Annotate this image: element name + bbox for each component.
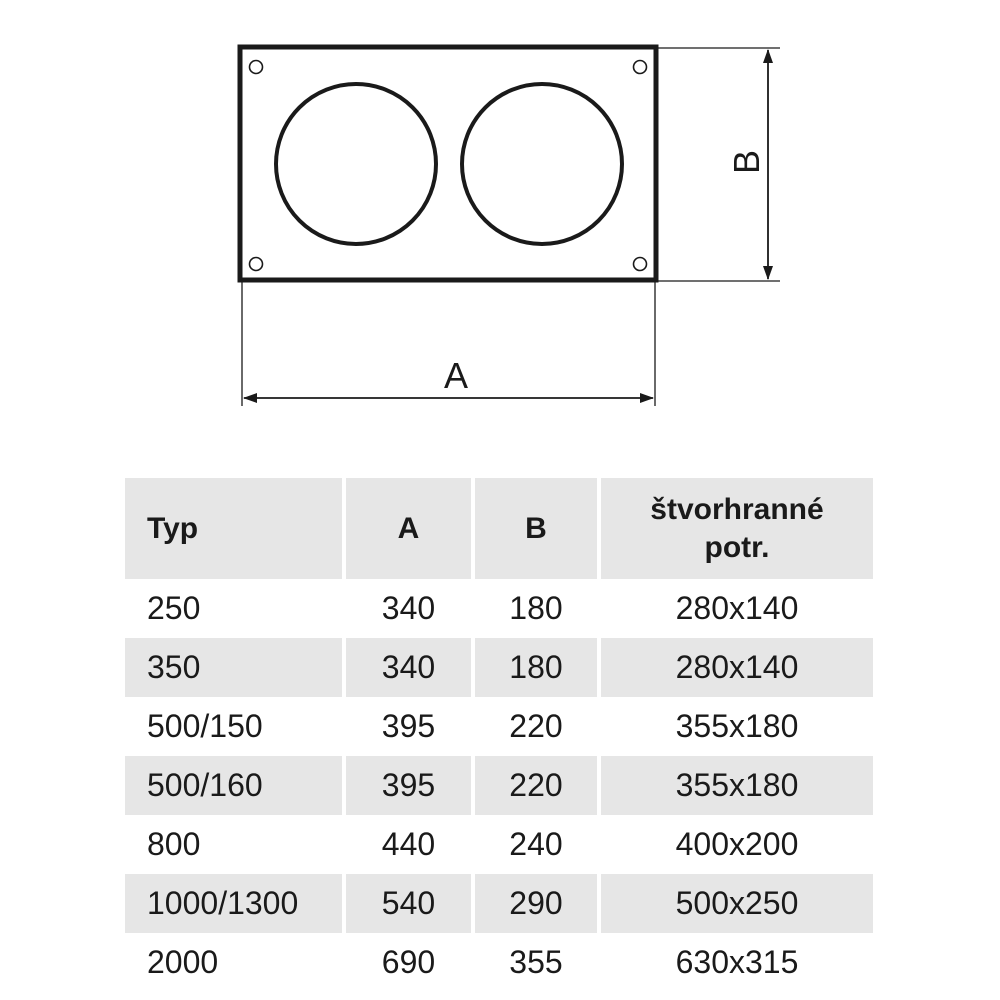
cell-a: 340: [346, 638, 471, 697]
header-square-pipe-line1: štvorhranné: [650, 492, 824, 526]
table-row: [125, 874, 873, 933]
dimensions-table: [121, 478, 877, 992]
dimension-b-label: B: [726, 149, 767, 175]
mounting-hole-top-right: [634, 61, 647, 74]
cell-a: 540: [346, 874, 471, 933]
cell-b: 220: [509, 708, 563, 744]
header-square-pipe-line2: potr.: [704, 530, 770, 564]
cell-square-pipe: 280x140: [601, 638, 873, 697]
table-row: [125, 933, 873, 992]
cell-a: 440: [381, 826, 436, 862]
cell-square-pipe: 355x180: [601, 756, 873, 815]
cell-typ: 800: [147, 826, 201, 862]
cell-b: 240: [509, 826, 563, 862]
flange-plate-drawing: [0, 0, 1000, 430]
cell-b: 355: [509, 944, 563, 980]
right-opening: [462, 84, 622, 244]
cell-b: 220: [475, 756, 597, 815]
cell-typ: 2000: [147, 944, 219, 980]
header-square-pipe: [601, 478, 873, 579]
cell-square-pipe: 400x200: [675, 826, 799, 862]
cell-a: 395: [346, 756, 471, 815]
cell-square-pipe: 500x250: [601, 874, 873, 933]
header-a: A: [346, 478, 471, 579]
cell-b: 180: [509, 590, 563, 626]
cell-b: 180: [475, 638, 597, 697]
mounting-hole-bottom-right: [634, 258, 647, 271]
header-typ: Typ: [125, 478, 342, 579]
table-row: [125, 638, 873, 697]
cell-typ: 500/150: [147, 708, 263, 744]
table-row: [125, 815, 873, 874]
cell-square-pipe: 280x140: [675, 590, 799, 626]
cell-typ: 500/160: [125, 756, 342, 815]
left-opening: [276, 84, 436, 244]
table-row: [125, 756, 873, 815]
cell-square-pipe: 355x180: [675, 708, 799, 744]
cell-a: 395: [381, 708, 436, 744]
table-row: [125, 579, 873, 638]
table-header-row: [125, 478, 873, 579]
header-b: B: [475, 478, 597, 579]
dimension-a-label: A: [443, 355, 469, 396]
cell-typ: 350: [125, 638, 342, 697]
cell-typ: 250: [147, 590, 201, 626]
cell-square-pipe: 630x315: [675, 944, 799, 980]
cell-typ: 1000/1300: [125, 874, 342, 933]
cell-a: 340: [381, 590, 436, 626]
cell-b: 290: [475, 874, 597, 933]
mounting-hole-top-left: [250, 61, 263, 74]
mounting-hole-bottom-left: [250, 258, 263, 271]
plate-outline: [240, 47, 656, 280]
cell-a: 690: [381, 944, 436, 980]
table-row: [125, 697, 873, 756]
